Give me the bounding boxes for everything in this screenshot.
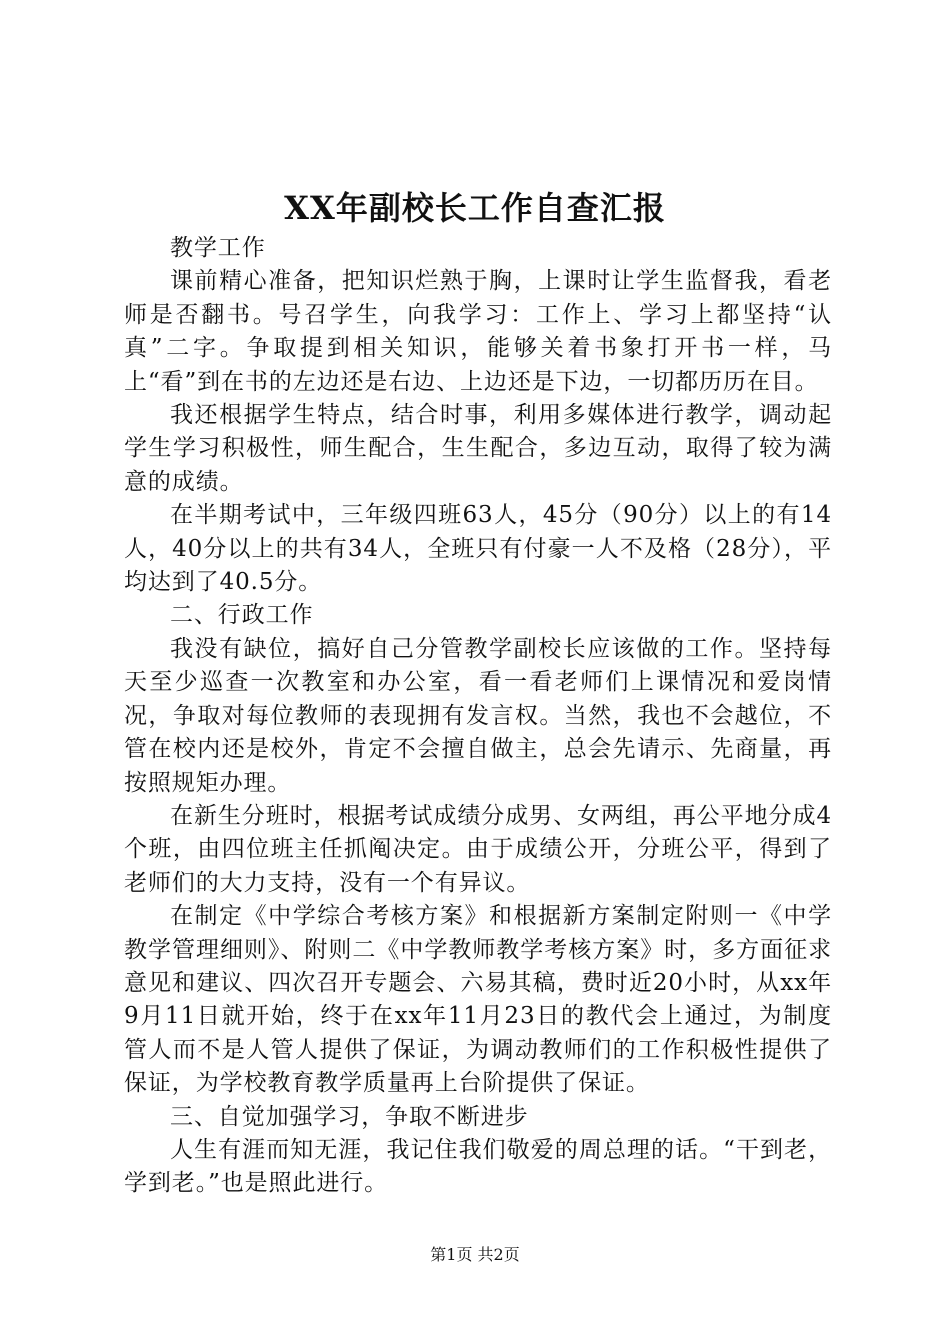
- paragraph: 我没有缺位，搞好自己分管教学副校长应该做的工作。坚持每天至少巡查一次教室和办公室，看一看老师们上课情况和爱岗情况，争取对每位教师的表现拥有发言权。当然，我也不会越位，不管在校内还是校外，肯定不会擅自做主，总会先请示、先商量，再按照规矩办理。: [124, 635, 832, 796]
- document-body: [124, 232, 832, 1201]
- section-heading-administration: 二、行政工作: [170, 602, 314, 629]
- section-heading-study: 三、自觉加强学习，争取不断进步: [170, 1103, 529, 1130]
- paragraph: 人生有涯而知无涯，我记住我们敬爱的周总理的话。“干到老，学到老。”也是照此进行。: [124, 1136, 832, 1197]
- paragraph: 在新生分班时，根据考试成绩分成男、女两组，再公平地分成4个班，由四位班主任抓阄决定。由于成绩公开，分班公平，得到了老师们的大力支持，没有一个有异议。: [124, 802, 832, 896]
- paragraph: 课前精心准备，把知识烂熟于胸，上课时让学生监督我，看老师是否翻书。号召学生，向我学习：工作上、学习上都坚持“认真”二字。争取提到相关知识，能够关着书象打开书一样，马上“看”到在书的左边还是右边、上边还是下边，一切都历历在目。: [124, 268, 832, 395]
- paragraph: 在制定《中学综合考核方案》和根据新方案制定附则一《中学教学管理细则》、附则二《中学教师教学考核方案》时，多方面征求意见和建议、四次召开专题会、六易其稿，费时近20小时，从xx年9月11日就开始，终于在xx年11月23日的教代会上通过，为制度管人而不是人管人提供了保证，为调动教师们的工作积极性提供了保证，为学校教育教学质量再上台阶提供了保证。: [124, 903, 832, 1097]
- document-title: XX年副校长工作自查汇报: [284, 189, 666, 227]
- paragraph: 我还根据学生特点，结合时事，利用多媒体进行教学，调动起学生学习积极性，师生配合，生生配合，多边互动，取得了较为满意的成绩。: [124, 402, 832, 495]
- paragraph: 在半期考试中，三年级四班63人，45分（90分）以上的有14人，40分以上的共有34人，全班只有付豪一人不及格（28分），平均达到了40.5分。: [124, 502, 832, 596]
- section-heading-teaching: 教学工作: [170, 235, 266, 261]
- page-number-footer: 第1页 共2页: [430, 1245, 520, 1264]
